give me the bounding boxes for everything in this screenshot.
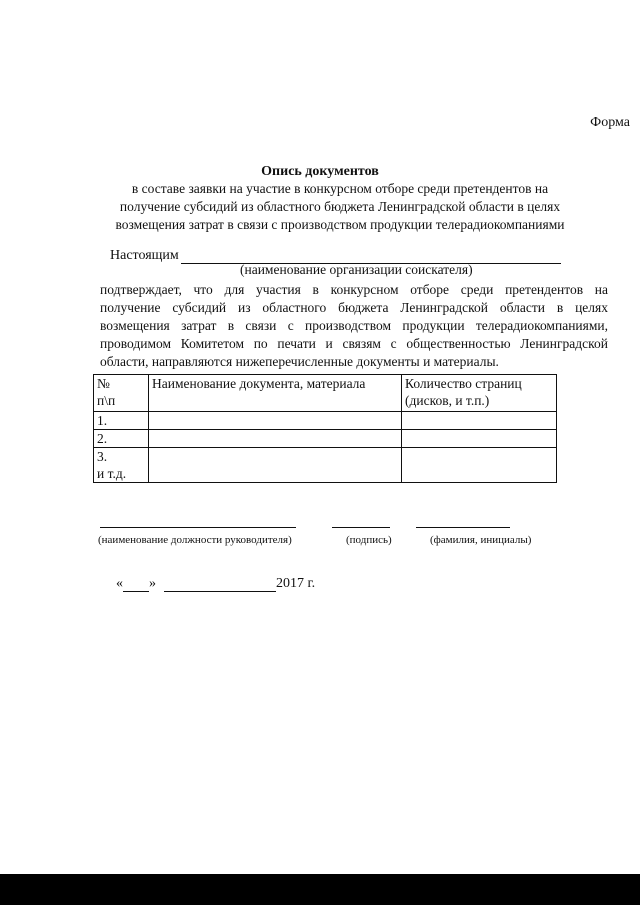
- table-row: [94, 430, 557, 448]
- row-number: 1.: [94, 412, 149, 430]
- page-count-cell[interactable]: [402, 430, 557, 448]
- row-number: [94, 448, 149, 483]
- header-page-count-line1: Количество страниц: [405, 376, 522, 391]
- subtitle-line: возмещения затрат в связи с производством продукции телерадиокомпаниями: [115, 217, 565, 232]
- header-page-count-line2: (дисков, и т.п.): [405, 393, 490, 408]
- name-caption: (фамилия, инициалы): [430, 534, 532, 546]
- row-number-line2: и т.д.: [97, 466, 127, 481]
- documents-table: [93, 374, 557, 483]
- body-line: проводимом Комитетом по печати и связям с общественностью Ленинградской: [100, 336, 608, 351]
- position-field[interactable]: [100, 527, 296, 528]
- table-header-row: [94, 375, 557, 412]
- name-field[interactable]: [416, 527, 510, 528]
- header-number-line2: п\п: [97, 393, 116, 408]
- row-number: 2.: [94, 430, 149, 448]
- document-name-cell[interactable]: [149, 430, 402, 448]
- body-line: области, направляются нижеперечисленные документы и материалы.: [100, 354, 499, 369]
- body-paragraph: [100, 281, 608, 371]
- page-count-cell[interactable]: [402, 412, 557, 430]
- document-name-cell[interactable]: [149, 448, 402, 483]
- month-field[interactable]: [164, 578, 276, 592]
- row-number-line1: 3.: [97, 449, 108, 464]
- header-document-name-text: Наименование документа, материала: [152, 376, 366, 391]
- day-field[interactable]: [123, 578, 149, 592]
- signature-field[interactable]: [332, 527, 390, 528]
- table-row: [94, 412, 557, 430]
- header-page-count: [402, 375, 557, 412]
- header-number: [94, 375, 149, 412]
- page-count-cell[interactable]: [402, 448, 557, 483]
- organization-caption: (наименование организации соискателя): [240, 262, 473, 277]
- body-line: получение субсидий из областного бюджета Ленинградской области в целях: [100, 300, 608, 315]
- body-line: возмещения затрат в связи с производством продукции телерадиокомпаниями,: [100, 318, 608, 333]
- form-label: Форма: [590, 115, 630, 130]
- date-row: [116, 576, 315, 592]
- document-title: Опись документов: [261, 164, 379, 179]
- document-subtitle: [100, 180, 580, 234]
- scan-border: [0, 874, 640, 905]
- position-caption: (наименование должности руководителя): [98, 534, 292, 546]
- header-document-name: [149, 375, 402, 412]
- date-close-quote: »: [149, 576, 156, 591]
- date-open-quote: «: [116, 576, 123, 591]
- date-year: 2017 г.: [276, 576, 316, 591]
- subtitle-line: получение субсидий из областного бюджета Ленинградской области в целях: [119, 199, 561, 214]
- signature-lines: [100, 527, 520, 529]
- body-line: подтверждает, что для участия в конкурсном отборе среди претендентов на: [100, 282, 608, 297]
- header-number-line1: №: [97, 376, 110, 391]
- document-name-cell[interactable]: [149, 412, 402, 430]
- table-row: [94, 448, 557, 483]
- hereby-label: Настоящим: [110, 248, 179, 263]
- subtitle-line: в составе заявки на участие в конкурсном отборе среди претендентов на: [131, 181, 549, 196]
- signature-caption: (подпись): [346, 534, 392, 546]
